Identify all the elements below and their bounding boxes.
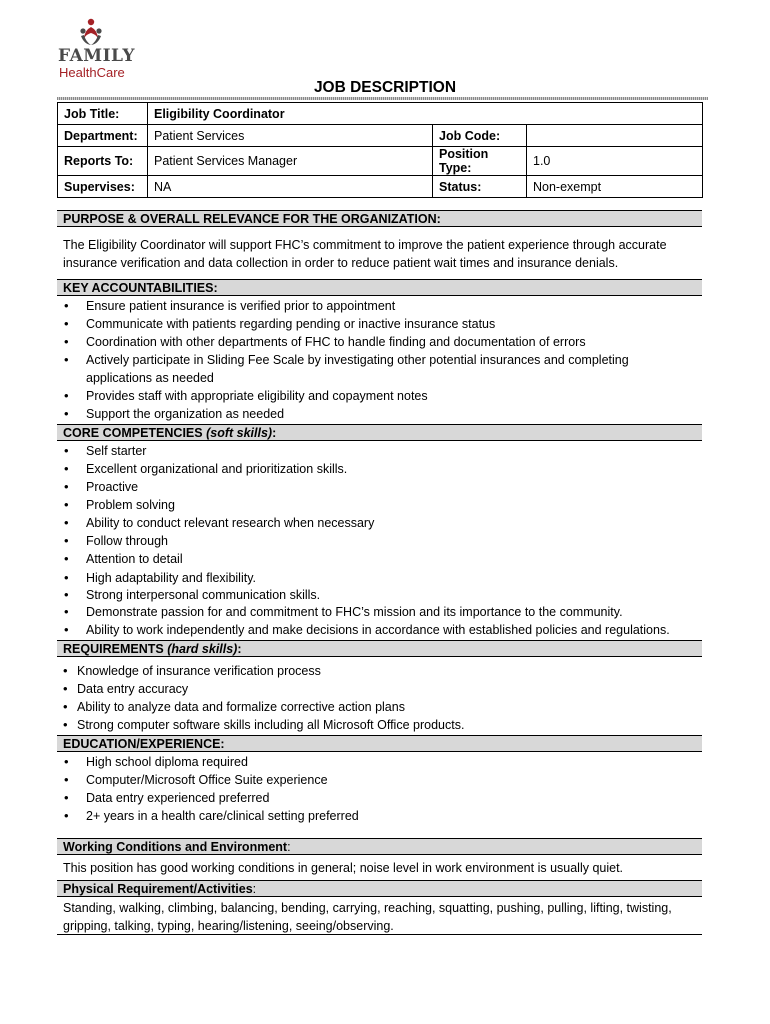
job-code-label: Job Code: [433, 125, 527, 147]
job-title-row [58, 103, 703, 125]
list-item: • Coordination with other departments of FHC to handle finding and documentation of errors [64, 334, 586, 349]
list-item: • Follow through [64, 533, 168, 548]
job-title-value: Eligibility Coordinator [148, 103, 703, 125]
list-item: • Data entry accuracy [63, 681, 189, 696]
bullet-icon: • [64, 515, 69, 530]
key-accountabilities-list [64, 297, 696, 423]
core-competencies-heading: CORE COMPETENCIES (soft skills): [57, 424, 702, 441]
list-item: • High school diploma required [64, 754, 248, 769]
working-conditions-heading: Working Conditions and Environment: [57, 838, 702, 855]
bullet-icon: • [64, 754, 69, 769]
bullet-icon: • [64, 533, 69, 548]
bullet-icon: • [64, 388, 69, 403]
job-info-table [57, 102, 703, 198]
key-accountabilities-heading: KEY ACCOUNTABILITIES: [57, 279, 702, 296]
bullet-icon: • [64, 479, 69, 494]
bullet-icon: • [64, 790, 69, 805]
bullet-icon: • [64, 443, 69, 458]
department-value: Patient Services [148, 125, 433, 147]
supervises-row [58, 176, 703, 198]
list-item: • Provides staff with appropriate eligibility and copayment notes [64, 388, 428, 403]
bullet-icon: • [64, 604, 69, 619]
education-heading: EDUCATION/EXPERIENCE: [57, 735, 702, 752]
bullet-icon: • [64, 570, 69, 585]
supervises-value: NA [148, 176, 433, 198]
family-figures-icon [78, 18, 104, 46]
list-item: • Strong interpersonal communication skills. [64, 587, 321, 602]
logo-family-text: FAMILY [58, 46, 136, 66]
status-label: Status: [433, 176, 527, 198]
list-item: • Excellent organizational and prioritization skills. [64, 461, 348, 476]
education-list [64, 753, 696, 825]
list-item: • Proactive [64, 479, 139, 494]
bottom-divider [57, 934, 702, 935]
supervises-label: Supervises: [58, 176, 148, 198]
bullet-icon: • [64, 808, 69, 823]
bullet-icon: • [63, 717, 68, 732]
title-divider [57, 97, 708, 100]
department-row [58, 125, 703, 147]
requirements-list [63, 662, 697, 734]
bullet-icon: • [64, 772, 69, 787]
bullet-icon: • [63, 663, 68, 678]
list-item: • Ability to work independently and make decisions in accordance with established policies and regulations. [64, 622, 670, 637]
list-item: • Self starter [64, 443, 147, 458]
job-code-value [527, 125, 703, 147]
family-healthcare-logo [58, 18, 148, 78]
working-conditions-text: This position has good working conditions in general; noise level in work environment is usually quiet. [63, 861, 624, 875]
reports-to-value: Patient Services Manager [148, 147, 433, 176]
logo-healthcare-text: HealthCare [59, 65, 125, 80]
list-item: • Ensure patient insurance is verified prior to appointment [64, 298, 396, 313]
purpose-heading: PURPOSE & OVERALL RELEVANCE FOR THE ORGANIZATION: [57, 210, 702, 227]
bullet-icon: • [64, 497, 69, 512]
list-item: • Attention to detail [64, 551, 183, 566]
bullet-icon: • [64, 352, 69, 367]
list-item: • Knowledge of insurance verification process [63, 663, 321, 678]
list-item: • Communicate with patients regarding pending or inactive insurance status [64, 316, 496, 331]
bullet-icon: • [63, 699, 68, 714]
job-title-label: Job Title: [58, 103, 148, 125]
bullet-icon: • [64, 551, 69, 566]
list-item: • Support the organization as needed [64, 406, 285, 421]
list-item: • Ability to analyze data and formalize corrective action plans [63, 699, 405, 714]
bullet-icon: • [64, 461, 69, 476]
core-competencies-list [64, 442, 702, 639]
position-type-value: 1.0 [527, 147, 703, 176]
list-item: • High adaptability and flexibility. [64, 570, 257, 585]
bullet-icon: • [64, 406, 69, 421]
status-value: Non-exempt [527, 176, 703, 198]
list-item: • Actively participate in Sliding Fee Scale by investigating other potential insurances and completing applications as needed [64, 352, 629, 385]
list-item: • Ability to conduct relevant research when necessary [64, 515, 375, 530]
department-label: Department: [58, 125, 148, 147]
requirements-heading: REQUIREMENTS (hard skills): [57, 640, 702, 657]
purpose-text: The Eligibility Coordinator will support FHC’s commitment to improve the patient experience through accurate insurance verification and data collection in order to reduce patient wait times and insurance denials. [63, 238, 667, 270]
list-item: • 2+ years in a health care/clinical setting preferred [64, 808, 359, 823]
bullet-icon: • [63, 681, 68, 696]
list-item: • Demonstrate passion for and commitment to FHC’s mission and its importance to the community. [64, 604, 623, 619]
list-item: • Computer/Microsoft Office Suite experience [64, 772, 328, 787]
bullet-icon: • [64, 316, 69, 331]
position-type-label: Position Type: [433, 147, 527, 176]
list-item: • Problem solving [64, 497, 175, 512]
physical-requirements-heading: Physical Requirement/Activities: [57, 880, 702, 897]
bullet-icon: • [64, 298, 69, 313]
reports-to-row [58, 147, 703, 176]
bullet-icon: • [64, 622, 69, 637]
list-item: • Strong computer software skills including all Microsoft Office products. [63, 717, 465, 732]
physical-requirements-text: Standing, walking, climbing, balancing, bending, carrying, reaching, squatting, pushing, pulling, lifting, twisting, gripping, talking, typing, hearing/listening, seeing/observing. [63, 901, 672, 933]
page-title: JOB DESCRIPTION [313, 79, 457, 96]
reports-to-label: Reports To: [58, 147, 148, 176]
list-item: • Data entry experienced preferred [64, 790, 270, 805]
bullet-icon: • [64, 334, 69, 349]
bullet-icon: • [64, 587, 69, 602]
